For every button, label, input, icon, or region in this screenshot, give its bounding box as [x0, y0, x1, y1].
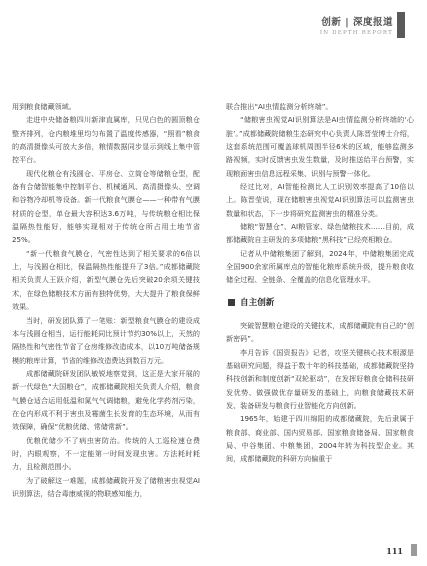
paragraph: 优粮优储少不了病虫害防治。传统的人工巡检速仓费时，内眼观察，不一定能第一时间发现虫害。方法耗时耗力，且检测范围小。: [12, 435, 200, 472]
page-number: 111: [386, 546, 403, 556]
right-column: [226, 100, 414, 466]
header-accent-bar: [397, 12, 405, 38]
paragraph: 1965年，始建于四川绵阳的成都储藏院，先后隶属于粮食部、商业部、国内贸易部、国家粮食储备局、国家粮食局、中谷集团、中粮集团，2004年转为科技型企业。其间，成都储藏院的科研方向偏重于: [226, 414, 414, 464]
paragraph: “储粮害虫视觉AI识别算法是AI虫情监测分析终端的‘心脏’。”成都储藏院储粮生态研究中心负责人陈晋莹博士介绍，这套系统范围可覆盖球机周围半径6米的区域，能够监测多路视频，实时反馈害虫发生数量，及时推送给平台预警，实现粮面害虫信息远程采集、识别与预警一体化。: [226, 115, 414, 178]
paragraph: “新一代粮食气膜仓，气密性达到了相关要求的6倍以上，与浅圆仓相比，保温隔热性能提升了3倍。”成都储藏院相关负责人王跃介绍，新型气膜仓先后突破20余项关键技术，在绿色储粮技术方面有独特优势，大大提升了粮食保鲜效果。: [12, 248, 200, 312]
page-header: [297, 10, 417, 42]
paragraph: 记者从中储粮集团了解到，2024年，中储粮集团完成全国900余家所属库点的智能化粮库系统升级，提升粮食收储全过程、全链条、全覆盖的信息化管理水平。: [226, 248, 414, 285]
paragraph: 李月告诉《国资报告》记者，攻坚关键核心技术根源是基础研究问题，得益于数十年的科技基础，成都储藏院坚持科技创新和制度创新“双轮驱动”，在发挥好粮食仓储科技研发优势、做强做优存量研发的基础上，向粮食储藏技术研发、装备研发与粮食行业智能化方向创新。: [226, 347, 414, 410]
left-column: [12, 100, 200, 500]
paragraph: 为了破解这一难题，成都储藏院开发了储粮害虫视觉AI识别算法，结合毒康威视的物联感知能力，: [12, 475, 200, 498]
paragraph: 突破智慧粮仓建设的关键技术，成都储藏院有自己的“创新密码”。: [226, 320, 414, 344]
paragraph: 储粮“智慧仓”、AI粮管家、绿色储粮技术……目前，成都储藏院自主研发的多项储粮“黑科技”已经亮相粮仓。: [226, 222, 414, 245]
section-heading-text: 自主创新: [240, 297, 275, 308]
paragraph: 用到粮食储藏领域。: [12, 102, 76, 111]
section-subtitle: IN DEPTH REPORT: [319, 30, 393, 36]
section-heading: [226, 295, 414, 311]
square-bullet-icon: [228, 299, 235, 306]
footer-accent-bar: [411, 544, 417, 556]
paragraph: 走进中央储备粮四川新津直属库，只见白色的圆顶粮仓整齐排列，仓内粮堆里均匀布置了温度传感器，“照看”粮食的高清摄像头可放大多倍，粮情数据同步显示到线上集中管控平台。: [12, 115, 200, 165]
paragraph: 经过比对，AI智能检测比人工识别效率提高了10倍以上。陈晋莹说，现在储粮害虫视觉AI识别算法可以监测害虫数量和状态，下一步将研究监测害虫的精准分类。: [226, 182, 414, 218]
paragraph: 现代化粮仓有浅圆仓、平房仓、立筒仓等储粮仓型，配备有合储智能集中控制平台、机械通风、高清摄像头、空调和谷物冷却机等设备。新一代粮食气膜仓——一种带有气膜材质的仓型，单仓最大容积达3.6万吨，与传统粮仓相比保温隔热性能好，能够实现相对于传统仓所占用土地节省25%。: [12, 168, 200, 245]
paragraph: 当时，研发团队算了一笔账：新型粮食气膜仓的建设成本与浅圆仓相当，运行能耗同比预计节约30%以上，天然的隔热性和气密性节省了仓房维修改造成本，以10万吨储备规模的粮库计算，节省的维修改造费达到数百万元。: [12, 315, 200, 365]
paragraph: 联合推出“AI虫情监测分析终端”。: [226, 102, 333, 111]
paragraph: 成都储藏院研发团队敏锐地察觉到，这正是大家开展的新一代绿色“大国粮仓”，成都储藏院相关负责人介绍，粮食气膜仓适合运用低温和氮气气调储粮，避免化学药剂污染，在仓内形成不利于害虫及霉菌生长发育的生态环境，从而有效保障，确保“优粮优储、常储常新”。: [12, 368, 200, 432]
section-title: 创新 | 深度报道: [321, 17, 393, 28]
